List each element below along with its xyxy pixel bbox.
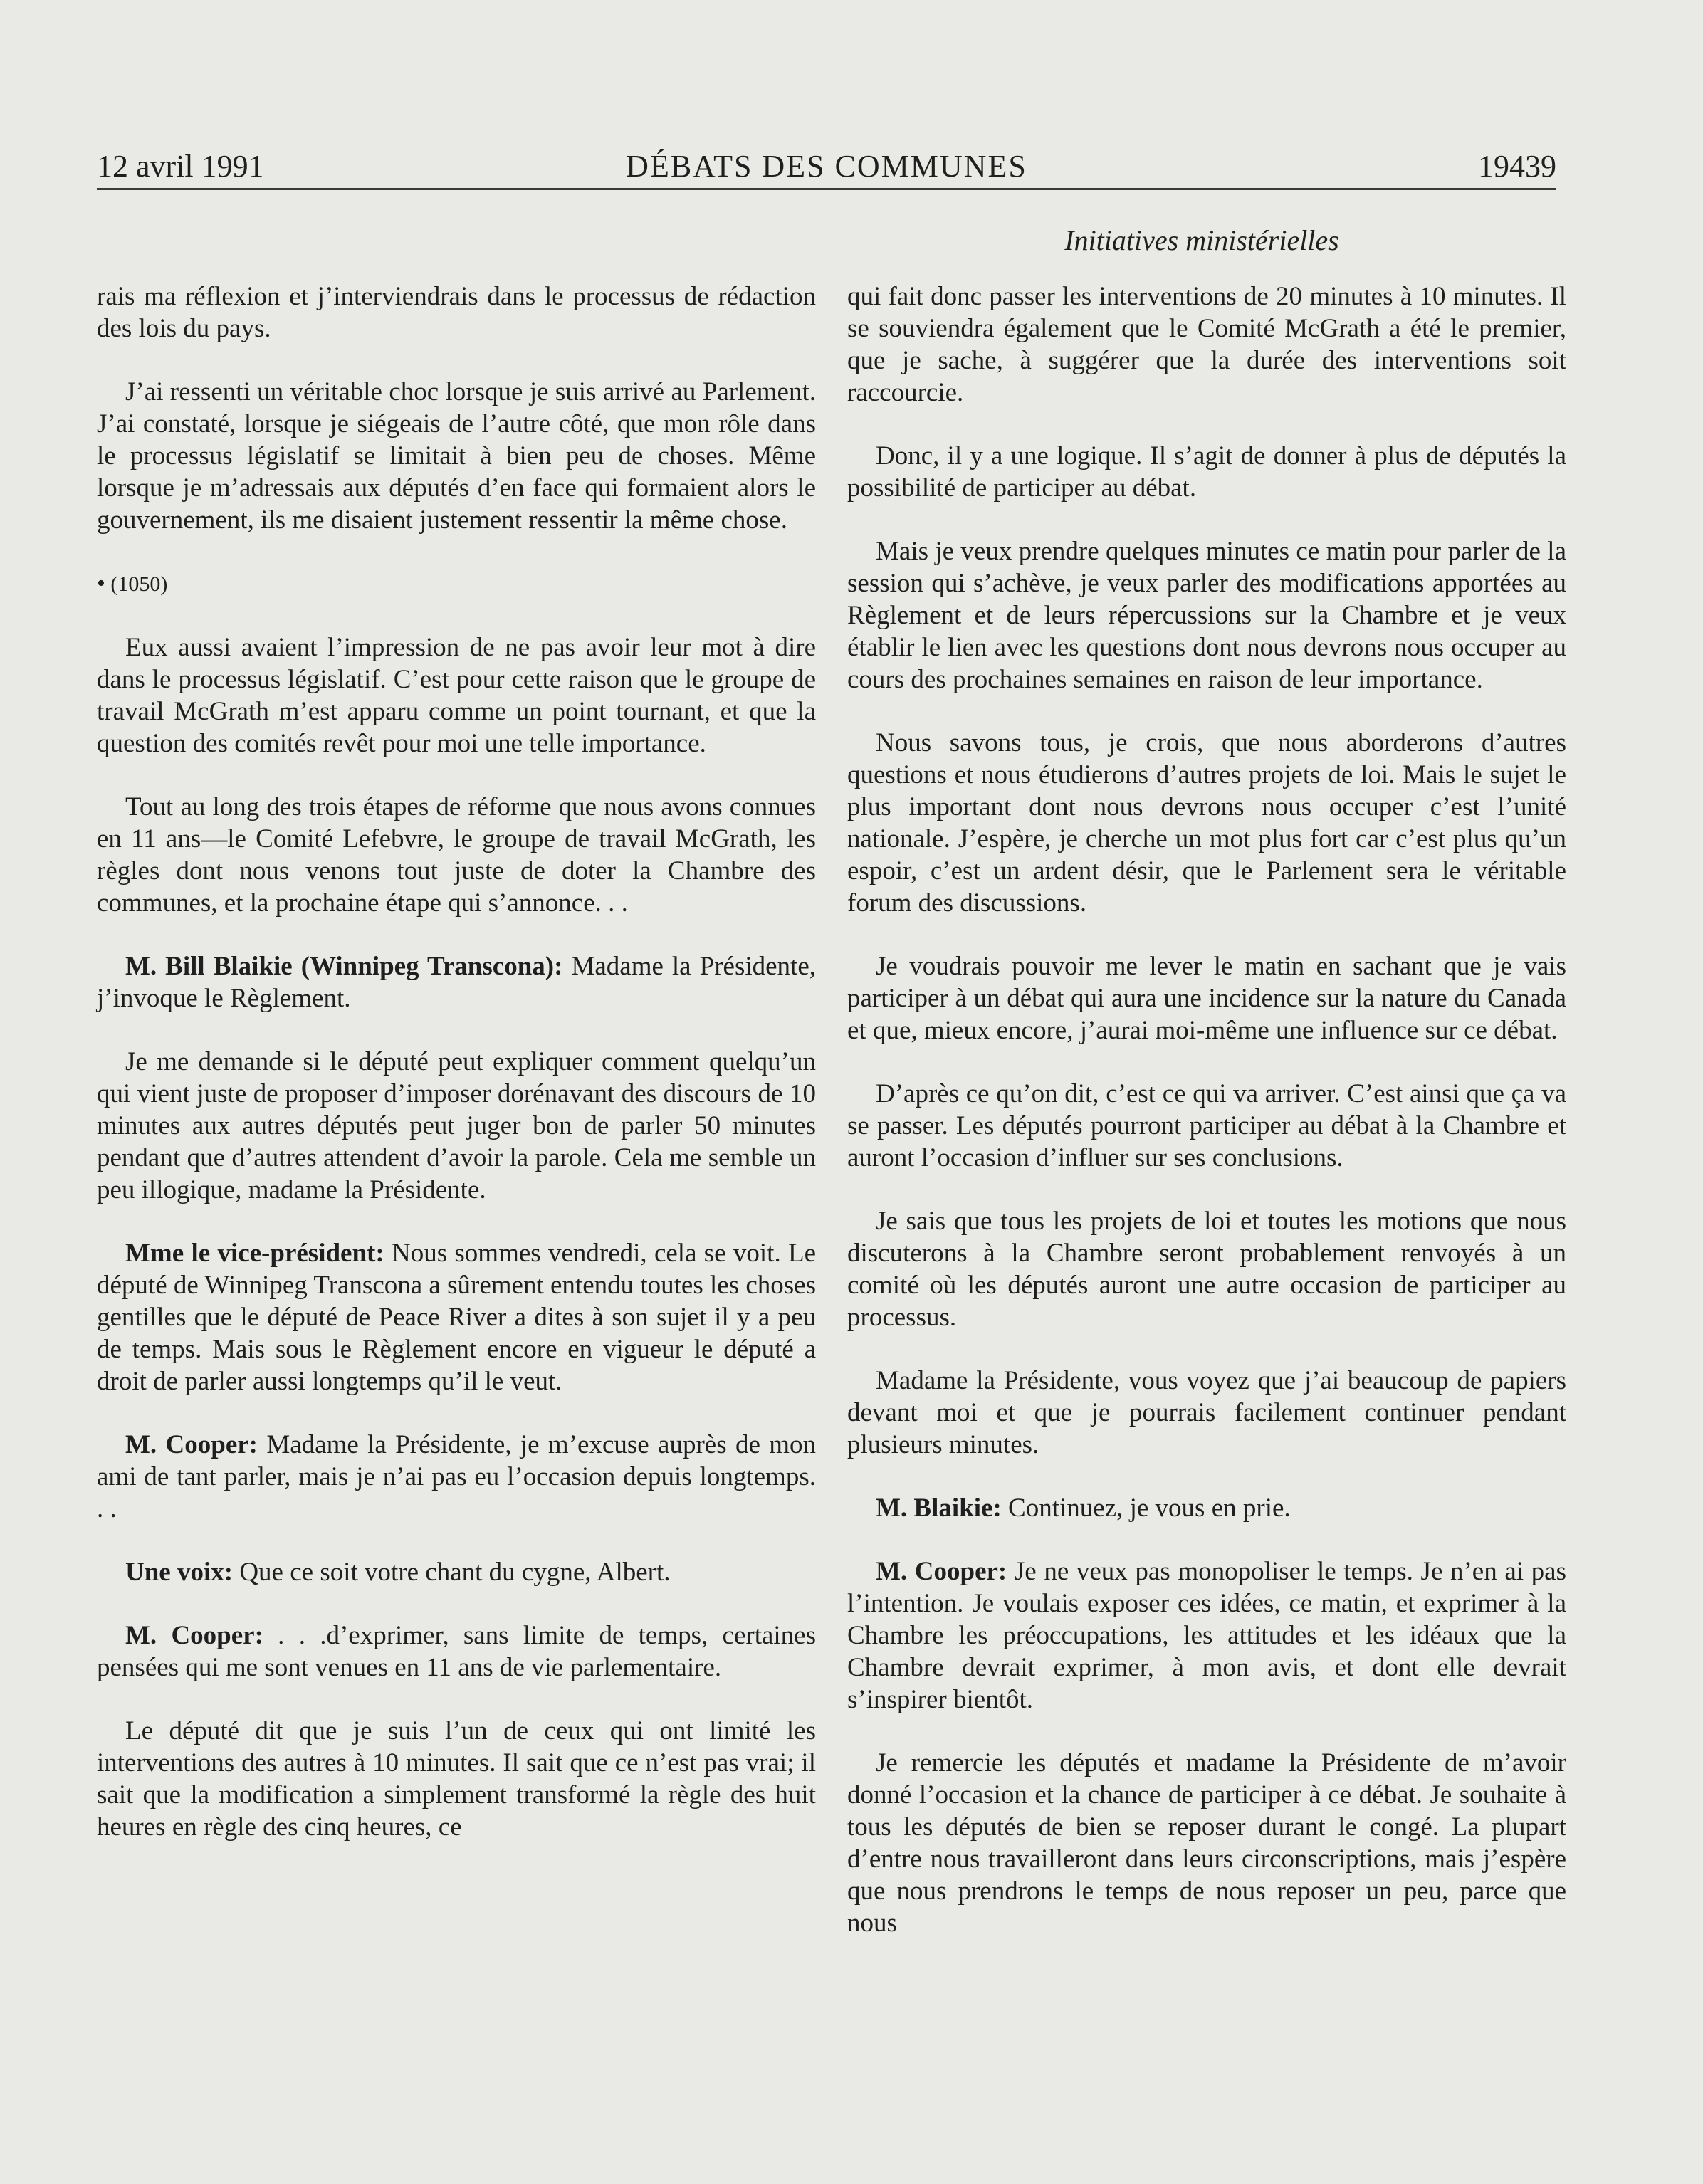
section-title: Initiatives ministérielles bbox=[1064, 224, 1339, 256]
speech-text: Nous sommes vendredi, cela se voit. Le député de Winnipeg Transcona a sûrement entendu toutes les choses gentilles que le député de Peace River a dites à son sujet il y a peu de temps. Mais sous le Règlement encore en vigueur le député a droit de parler aussi longtemps qu’il le veut. bbox=[97, 1239, 817, 1396]
paragraph: Madame la Présidente, vous voyez que j’ai beaucoup de papiers devant moi et que je pourrais facilement continuer pendant plusieurs minutes. bbox=[847, 1366, 1566, 1459]
bullet-icon: • bbox=[97, 570, 105, 597]
page-header bbox=[97, 145, 1556, 190]
speech-paragraph bbox=[97, 1429, 816, 1525]
left-column bbox=[97, 280, 816, 1874]
paragraph: Donc, il y a une logique. Il s’agit de donner à plus de députés la possibilité de participer au débat. bbox=[847, 441, 1566, 503]
speech-text: Madame la Présidente, j’invoque le Règlement. bbox=[97, 952, 816, 1013]
paragraph: Je me demande si le député peut expliquer comment quelqu’un qui vient juste de proposer d’imposer dorénavant des discours de 10 minutes aux autres députés peut juger bon de parler 50 minutes pendant que d’autres attendent d’avoir la parole. Cela me semble un peu illogique, madame la Présidente. bbox=[97, 1047, 816, 1204]
speech-text: Continuez, je vous en prie. bbox=[1001, 1493, 1291, 1523]
speech-paragraph bbox=[97, 1237, 816, 1397]
paragraph: Je sais que tous les projets de loi et toutes les motions que nous discuterons à la Chambre seront probablement renvoyés à un comité où les députés auront une autre occasion de participer au processus. bbox=[847, 1207, 1566, 1332]
speaker-name: M. Cooper: bbox=[125, 1430, 258, 1459]
paragraph: Nous savons tous, je crois, que nous aborderons d’autres questions et nous étudierons d’autres projets de loi. Mais le sujet le plus important dont nous devrons nous occuper c’est l’unité nationale. J’espère, je cherche un mot plus fort car c’est plus qu’un espoir, c’est un ardent désir, que le Parlement sera le véritable forum des discussions. bbox=[847, 728, 1566, 918]
paragraph: rais ma réflexion et j’interviendrais dans le processus de rédaction des lois du pays. bbox=[97, 282, 816, 343]
time-marker bbox=[97, 567, 816, 600]
speaker-name: M. Cooper: bbox=[125, 1621, 263, 1650]
header-page-number: 19439 bbox=[1478, 149, 1556, 184]
speaker-name: Une voix: bbox=[125, 1558, 234, 1587]
speech-paragraph bbox=[847, 1492, 1566, 1524]
speaker-name: M. Cooper: bbox=[876, 1557, 1007, 1586]
paragraph: Je remercie les députés et madame la Présidente de m’avoir donné l’occasion et la chance de participer à ce débat. Je souhaite à tous les députés de bien se reposer durant le congé. La plupart d’entre nous travailleront dans leurs circonscriptions, mais j’espère que nous prendrons le temps de nous reposer un peu, parce que nous bbox=[847, 1748, 1566, 1938]
speech-text: Que ce soit votre chant du cygne, Albert. bbox=[233, 1558, 671, 1587]
speech-paragraph bbox=[97, 1556, 816, 1588]
speaker-name: Mme le vice-président: bbox=[125, 1239, 384, 1268]
header-date: 12 avril 1991 bbox=[97, 149, 264, 184]
speaker-name: M. Bill Blaikie (Winnipeg Transcona): bbox=[125, 952, 563, 981]
paragraph: Mais je veux prendre quelques minutes ce matin pour parler de la session qui s’achève, je veux parler des modifications apportées au Règlement et de leurs répercussions sur la Chambre et je veux établir le lien avec les questions dont nous devrons nous occuper au cours des prochaines semaines en raison de leur importance. bbox=[847, 537, 1566, 694]
speech-paragraph bbox=[97, 950, 816, 1014]
paragraph: J’ai ressenti un véritable choc lorsque je suis arrivé au Parlement. J’ai constaté, lorsque je siégeais de l’autre côté, que mon rôle dans le processus législatif se limitait à bien peu de choses. Même lorsque je m’adressais aux députés d’en face qui formaient alors le gouvernement, ils me disaient justement ressentir la même chose. bbox=[97, 377, 816, 535]
speech-text: . . .d’exprimer, sans limite de temps, certaines pensées qui me sont venues en 11 ans de vie parlementaire. bbox=[97, 1621, 816, 1682]
paragraph: Le député dit que je suis l’un de ceux qui ont limité les interventions des autres à 10 minutes. Il sait que ce n’est pas vrai; il sait que la modification a simplement transformé la règle des huit heures en règle des cinq heures, ce bbox=[97, 1716, 816, 1842]
speaker-name: M. Blaikie: bbox=[876, 1493, 1002, 1523]
paragraph: Tout au long des trois étapes de réforme que nous avons connues en 11 ans—le Comité Lefebvre, le groupe de travail McGrath, les règles dont nous venons tout juste de doter la Chambre des communes, et la prochaine étape qui s’annonce. . . bbox=[97, 792, 816, 918]
paragraph: Eux aussi avaient l’impression de ne pas avoir leur mot à dire dans le processus législatif. C’est pour cette raison que le groupe de travail McGrath m’est apparu comme un point tournant, et que la question des comités revêt pour moi une telle importance. bbox=[97, 633, 816, 758]
speech-paragraph bbox=[97, 1619, 816, 1684]
speech-text: Madame la Présidente, je m’excuse auprès de mon ami de tant parler, mais je n’ai pas eu l’occasion depuis longtemps. . . bbox=[97, 1430, 816, 1523]
speech-text: Je ne veux pas monopoliser le temps. Je n’en ai pas l’intention. Je voulais exposer ces idées, ce matin, et exprimer à la Chambre les préoccupations, les attitudes et les idéaux que la Chambre devrait exprimer, à mon avis, et dont elle devrait s’inspirer bientôt. bbox=[847, 1557, 1567, 1714]
header-title: DÉBATS DES COMMUNES bbox=[626, 149, 1027, 184]
time-marker-label: (1050) bbox=[110, 572, 168, 596]
paragraph: Je voudrais pouvoir me lever le matin en sachant que je vais participer à un débat qui aura une incidence sur la nature du Canada et que, mieux encore, j’aurai moi-même une influence sur ce débat. bbox=[847, 952, 1566, 1045]
right-column bbox=[847, 280, 1566, 1970]
paragraph: D’après ce qu’on dit, c’est ce qui va arriver. C’est ainsi que ça va se passer. Les députés pourront participer au débat à la Chambre et auront l’occasion d’influer sur ses conclusions. bbox=[847, 1079, 1566, 1172]
paragraph: qui fait donc passer les interventions de 20 minutes à 10 minutes. Il se souviendra également que le Comité McGrath a été le premier, que je sache, à suggérer que la durée des interventions soit raccourcie. bbox=[847, 282, 1566, 407]
speech-paragraph bbox=[847, 1555, 1566, 1716]
